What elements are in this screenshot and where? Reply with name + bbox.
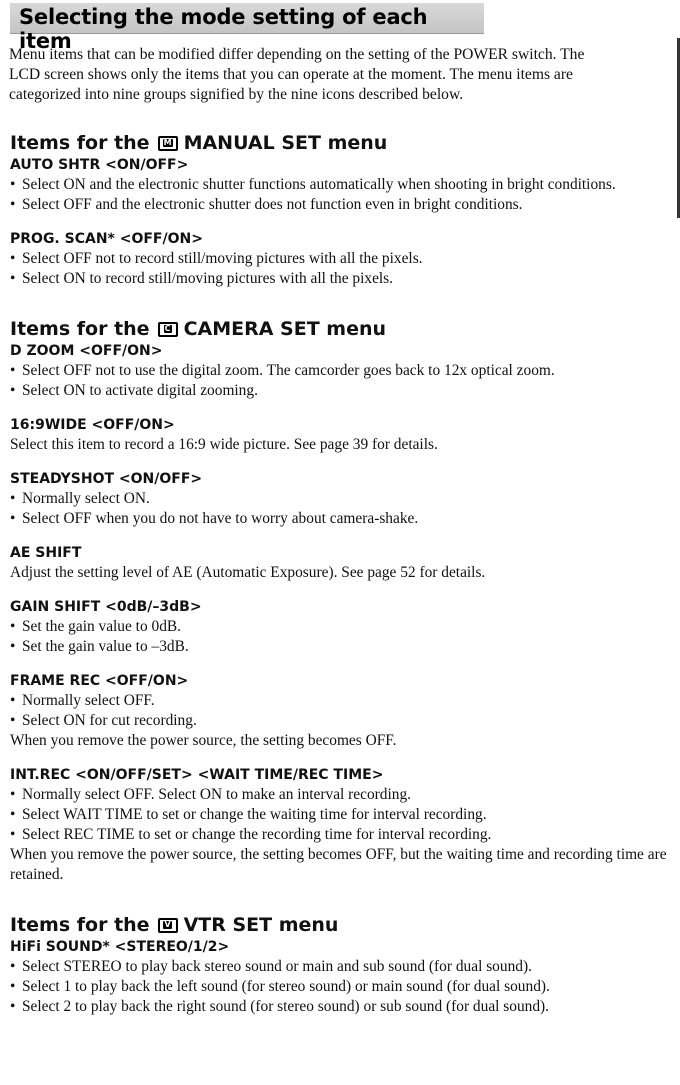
menu-item xyxy=(10,230,670,289)
menu-item-name: AUTO SHTR <ON/OFF> xyxy=(10,157,189,173)
section-heading xyxy=(10,316,670,342)
menu-icon-glyph: M xyxy=(163,138,172,147)
bullet-line: • Select WAIT TIME to set or change the waiting time for interval recording. xyxy=(10,805,670,825)
menu-item-name: AE SHIFT xyxy=(10,545,82,561)
menu-sections xyxy=(10,130,670,1032)
menu-item-name: D ZOOM <OFF/ON> xyxy=(10,343,163,359)
menu-item-name: 16:9WIDE <OFF/ON> xyxy=(10,417,175,433)
bullet-line: • Set the gain value to –3dB. xyxy=(10,637,670,657)
manual-set-icon xyxy=(158,136,178,151)
description-line: When you remove the power source, the setting becomes OFF. xyxy=(10,732,397,749)
description-line: Select this item to record a 16:9 wide picture. See page 39 for details. xyxy=(10,436,438,453)
description-line: When you remove the power source, the setting becomes OFF, but the waiting time and recording time are retained. xyxy=(10,846,667,883)
section-heading-prefix: Items for the xyxy=(10,914,150,936)
bullet-line: • Select OFF not to use the digital zoom. The camcorder goes back to 12x optical zoom. xyxy=(10,361,670,381)
camera-set-icon xyxy=(158,322,178,337)
bullet-line: • Select ON for cut recording. xyxy=(10,711,670,731)
page-title-bar xyxy=(10,3,484,53)
bullet-line: • Select ON to activate digital zooming. xyxy=(10,381,670,401)
section-heading-title: VTR SET menu xyxy=(183,914,339,936)
menu-icon-glyph: C xyxy=(164,324,171,333)
menu-item xyxy=(10,342,670,401)
bullet-line: • Normally select OFF. Select ON to make an interval recording. xyxy=(10,785,670,805)
description-line: Adjust the setting level of AE (Automatic Exposure). See page 52 for details. xyxy=(10,564,486,581)
menu-item xyxy=(10,938,670,1017)
menu-item-name: GAIN SHIFT <0dB/–3dB> xyxy=(10,599,202,615)
bullet-line: • Select STEREO to play back stereo sound or main and sub sound (for dual sound). xyxy=(10,957,670,977)
menu-item xyxy=(10,470,670,529)
menu-section xyxy=(10,912,670,1017)
menu-item-name: PROG. SCAN* <OFF/ON> xyxy=(10,231,203,247)
section-spacer xyxy=(10,304,670,316)
menu-item xyxy=(10,544,670,583)
bullet-line: • Normally select ON. xyxy=(10,489,670,509)
bullet-line: • Select OFF and the electronic shutter does not function even in bright conditions. xyxy=(10,195,670,215)
menu-section xyxy=(10,130,670,289)
bullet-line: • Select REC TIME to set or change the recording time for interval recording. xyxy=(10,825,670,845)
bullet-line: • Select 1 to play back the left sound (for stereo sound) or main sound (for dual sound). xyxy=(10,977,670,997)
menu-item-name: FRAME REC <OFF/ON> xyxy=(10,673,189,689)
menu-item xyxy=(10,672,670,751)
section-heading-title: CAMERA SET menu xyxy=(183,318,387,340)
bullet-line: • Select ON to record still/moving pictures with all the pixels. xyxy=(10,269,670,289)
menu-section xyxy=(10,316,670,885)
menu-item xyxy=(10,598,670,657)
menu-item xyxy=(10,156,670,215)
menu-item xyxy=(10,416,670,455)
section-spacer xyxy=(10,900,670,912)
section-heading-prefix: Items for the xyxy=(10,318,150,340)
vtr-set-icon xyxy=(158,918,178,933)
menu-item xyxy=(10,766,670,885)
section-heading-prefix: Items for the xyxy=(10,132,150,154)
menu-item-name: HiFi SOUND* <STEREO/1/2> xyxy=(10,939,230,955)
bullet-line: • Select 2 to play back the right sound (for stereo sound) or sub sound (for dual sound). xyxy=(10,997,670,1017)
menu-item-name: STEADYSHOT <ON/OFF> xyxy=(10,471,203,487)
section-heading-title: MANUAL SET menu xyxy=(183,132,388,154)
page-title: Selecting the mode setting of each item xyxy=(19,5,428,53)
section-heading xyxy=(10,130,670,156)
intro-paragraph: Menu items that can be modified differ depending on the setting of the POWER switch. The LCD screen shows only the items that you can operate at the moment. The menu items are categorized into nine groups signified by the nine icons described below. xyxy=(9,46,585,103)
bullet-line: • Select ON and the electronic shutter functions automatically when shooting in bright conditions. xyxy=(10,175,670,195)
bullet-line: • Select OFF when you do not have to worry about camera-shake. xyxy=(10,509,670,529)
bullet-line: • Select OFF not to record still/moving pictures with all the pixels. xyxy=(10,249,670,269)
section-heading xyxy=(10,912,670,938)
bullet-line: • Normally select OFF. xyxy=(10,691,670,711)
menu-item-name: INT.REC <ON/OFF/SET> <WAIT TIME/REC TIME> xyxy=(10,767,384,783)
menu-icon-glyph: V xyxy=(164,920,171,929)
bullet-line: • Set the gain value to 0dB. xyxy=(10,617,670,637)
